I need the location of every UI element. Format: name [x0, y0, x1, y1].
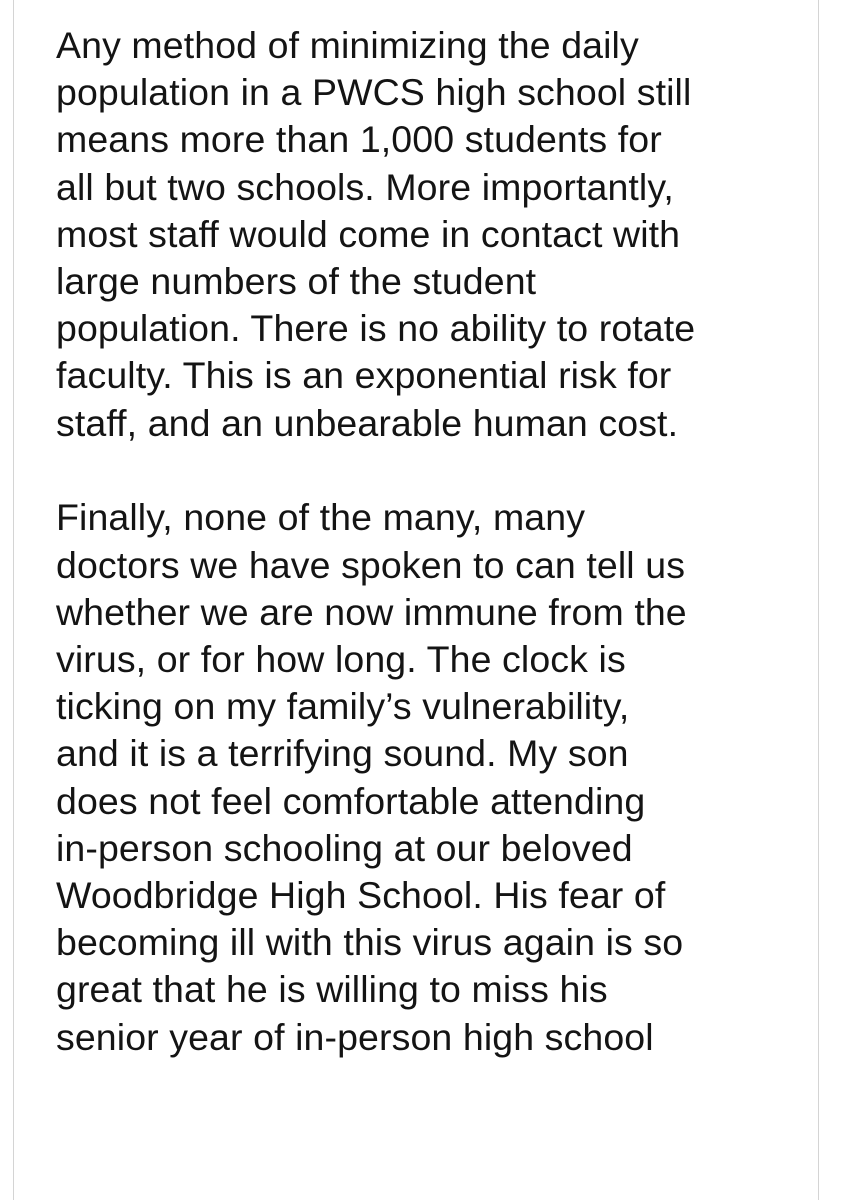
text-line: faculty. This is an exponential risk for	[56, 354, 672, 397]
text-line: population in a PWCS high school still	[56, 71, 692, 114]
text-line: in-person schooling at our beloved	[56, 826, 633, 869]
text-line: virus, or for how long. The clock is	[56, 637, 626, 680]
text-line: Finally, none of the many, many	[56, 496, 586, 539]
left-margin-rule	[13, 0, 14, 1200]
text-line: staff, and an unbearable human cost.	[56, 401, 679, 444]
text-line: ticking on my family’s vulnerability,	[56, 685, 630, 728]
text-line-cut-off: senior year of in-person high school	[56, 1015, 654, 1058]
text-line: all but two schools. More importantly,	[56, 165, 674, 208]
document-body	[56, 22, 818, 1185]
text-line: population. There is no ability to rotate	[56, 307, 696, 350]
paragraph-2	[56, 494, 818, 1060]
text-line: Woodbridge High School. His fear of	[56, 873, 666, 916]
text-line: means more than 1,000 students for	[56, 118, 662, 161]
text-line: becoming ill with this virus again is so	[56, 921, 684, 964]
text-line: whether we are now immune from the	[56, 590, 687, 633]
paragraph-spacer	[56, 447, 818, 495]
text-line: Any method of minimizing the daily	[56, 24, 639, 66]
right-margin-rule	[818, 0, 819, 1200]
text-line: great that he is willing to miss his	[56, 968, 608, 1011]
text-line: most staff would come in contact with	[56, 212, 681, 255]
text-line: doctors we have spoken to can tell us	[56, 543, 686, 586]
paragraph-1	[56, 22, 818, 447]
text-line: does not feel comfortable attending	[56, 779, 646, 822]
text-line: and it is a terrifying sound. My son	[56, 732, 629, 775]
text-line: large numbers of the student	[56, 260, 537, 303]
